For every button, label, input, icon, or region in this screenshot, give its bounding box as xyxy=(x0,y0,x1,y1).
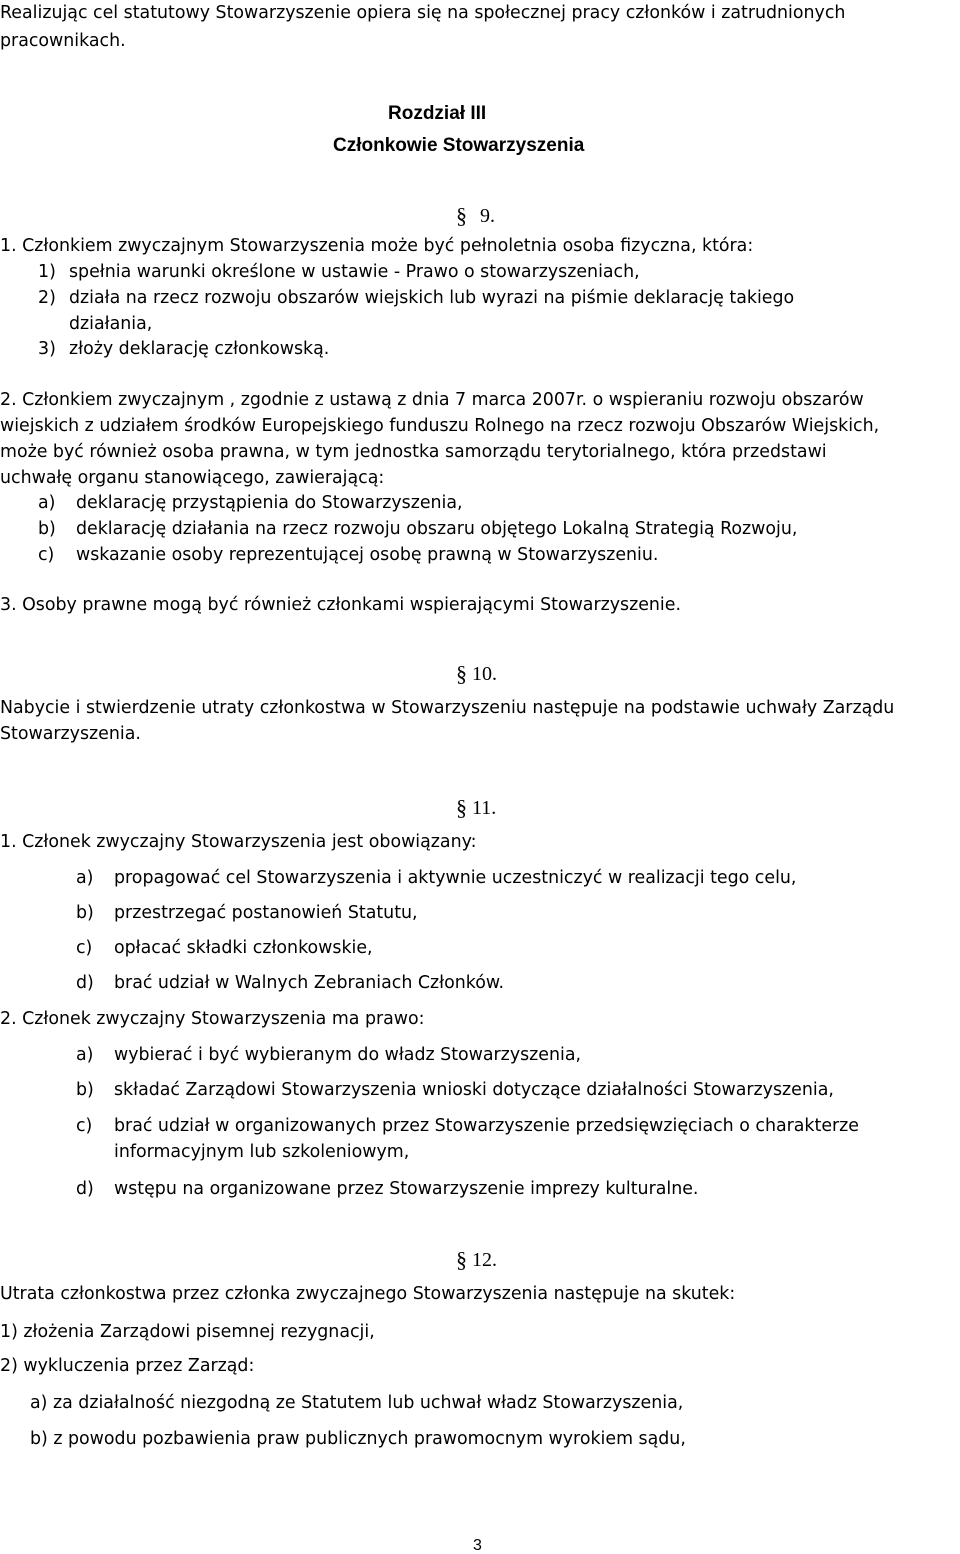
s9-p1-item-text: działa na rzecz rozwoju obszarów wiejskich lub wyrazi na piśmie deklarację takiego xyxy=(69,288,795,308)
s11-p2-item-label: a) xyxy=(76,1045,94,1065)
s10-line-1: Nabycie i stwierdzenie utraty członkostwa w Stowarzyszeniu następuje na podstawie uchwały Zarządu xyxy=(0,698,895,718)
intro-line-1: Realizując cel statutowy Stowarzyszenie opiera się na społecznej pracy członków i zatrudnionych xyxy=(0,3,846,23)
s11-p2-item-text: składać Zarządowi Stowarzyszenia wnioski dotyczące działalności Stowarzyszenia, xyxy=(114,1080,834,1100)
s12-sub-item: a) za działalność niezgodną ze Statutem lub uchwał władz Stowarzyszenia, xyxy=(30,1393,684,1413)
s9-p1-item-text-cont: działania, xyxy=(69,314,153,334)
s11-p2-item-text: wybierać i być wybieranym do władz Stowarzyszenia, xyxy=(114,1045,582,1065)
s11-p2-intro: 2. Członek zwyczajny Stowarzyszenia ma prawo: xyxy=(0,1009,425,1029)
section-symbol: § xyxy=(456,661,467,686)
s9-p1-item-label: 3) xyxy=(38,339,56,359)
s9-p2-line: wiejskich z udziałem środków Europejskiego funduszu Rolnego na rzecz rozwoju Obszarów Wiejskich, xyxy=(0,416,880,436)
s9-p3: 3. Osoby prawne mogą być również członkami wspierającymi Stowarzyszenie. xyxy=(0,595,681,615)
s11-p2-item-text-cont: informacyjnym lub szkoleniowym, xyxy=(114,1142,410,1162)
s11-p1-item-label: c) xyxy=(76,938,93,958)
s11-p1-item-label: a) xyxy=(76,868,94,888)
section-10-number: 10. xyxy=(472,663,497,685)
chapter-title: Członkowie Stowarzyszenia xyxy=(333,135,585,156)
section-symbol: § xyxy=(456,1247,467,1272)
s9-p1-intro: 1. Członkiem zwyczajnym Stowarzyszenia może być pełnoletnia osoba fizyczna, która: xyxy=(0,236,754,256)
s9-p1-item-label: 1) xyxy=(38,262,56,282)
section-symbol: § xyxy=(456,203,467,228)
s11-p2-item-text: wstępu na organizowane przez Stowarzyszenie imprezy kulturalne. xyxy=(114,1179,699,1199)
s11-p2-item-text: brać udział w organizowanych przez Stowarzyszenie przedsięwzięciach o charakterze xyxy=(114,1116,860,1136)
s12-item: 2) wykluczenia przez Zarząd: xyxy=(0,1356,255,1376)
intro-line-2: pracownikach. xyxy=(0,31,126,51)
s9-p1-item-text: złoży deklarację członkowską. xyxy=(69,339,330,359)
s11-p1-item-label: b) xyxy=(76,903,94,923)
s11-p1-item-text: przestrzegać postanowień Statutu, xyxy=(114,903,418,923)
s12-sub-item: b) z powodu pozbawienia praw publicznych prawomocnym wyrokiem sądu, xyxy=(30,1429,686,1449)
s9-p2-item-text: wskazanie osoby reprezentującej osobę prawną w Stowarzyszeniu. xyxy=(76,545,659,565)
s11-p1-item-label: d) xyxy=(76,973,94,993)
s9-p2-item-text: deklarację działania na rzecz rozwoju obszaru objętego Lokalną Strategią Rozwoju, xyxy=(76,519,798,539)
section-symbol: § xyxy=(456,795,467,820)
page-number: 3 xyxy=(473,1537,482,1554)
s11-p2-item-label: c) xyxy=(76,1116,93,1136)
s11-p1-item-text: propagować cel Stowarzyszenia i aktywnie uczestniczyć w realizacji tego celu, xyxy=(114,868,797,888)
section-12-number: 12. xyxy=(472,1249,497,1271)
s9-p1-item-label: 2) xyxy=(38,288,56,308)
chapter-number: Rozdział III xyxy=(388,103,487,124)
s9-p2-item-label: b) xyxy=(38,519,56,539)
section-11-number: 11. xyxy=(472,797,497,819)
s11-p1-intro: 1. Członek zwyczajny Stowarzyszenia jest obowiązany: xyxy=(0,832,477,852)
s12-intro: Utrata członkostwa przez członka zwyczajnego Stowarzyszenia następuje na skutek: xyxy=(0,1284,736,1304)
s9-p2-line: uchwałę organu stanowiącego, zawierającą: xyxy=(0,468,385,488)
s12-item: 1) złożenia Zarządowi pisemnej rezygnacji, xyxy=(0,1322,375,1342)
s9-p2-line: 2. Członkiem zwyczajnym , zgodnie z ustawą z dnia 7 marca 2007r. o wspieraniu rozwoju obszarów xyxy=(0,390,864,410)
s9-p2-item-label: a) xyxy=(38,493,56,513)
s10-line-2: Stowarzyszenia. xyxy=(0,724,141,744)
s9-p1-item-text: spełnia warunki określone w ustawie - Prawo o stowarzyszeniach, xyxy=(69,262,640,282)
s11-p2-item-label: b) xyxy=(76,1080,94,1100)
section-9-number: 9. xyxy=(480,205,495,227)
s9-p2-item-text: deklarację przystąpienia do Stowarzyszenia, xyxy=(76,493,463,513)
s11-p1-item-text: brać udział w Walnych Zebraniach Członków. xyxy=(114,973,505,993)
s9-p2-line: może być również osoba prawna, w tym jednostka samorządu terytorialnego, która przedstawi xyxy=(0,442,827,462)
s11-p2-item-label: d) xyxy=(76,1179,94,1199)
s9-p2-item-label: c) xyxy=(38,545,55,565)
s11-p1-item-text: opłacać składki członkowskie, xyxy=(114,938,373,958)
